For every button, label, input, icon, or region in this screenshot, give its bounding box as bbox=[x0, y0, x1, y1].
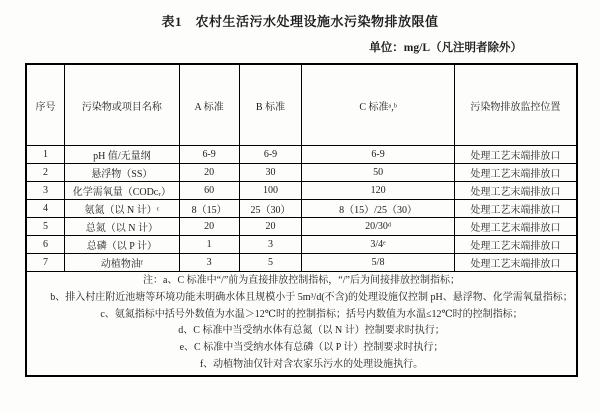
table-row bbox=[26, 164, 577, 182]
table-row bbox=[26, 200, 577, 218]
table-cell: 处理工艺末端排放口 bbox=[454, 164, 577, 182]
table-cell: 6-9 bbox=[302, 146, 454, 164]
table-cell: 5 bbox=[26, 218, 65, 236]
table-title: 表1 农村生活污水处理设施水污染物排放限值 bbox=[161, 14, 439, 29]
note-item: c、氨氮指标中括号外数值为水温＞12℃时的控制指标；括号内数值为水温≤12℃时的控制指标； bbox=[100, 308, 523, 320]
notes-label: 注： bbox=[143, 275, 164, 286]
table-cell: 8（15）/25（30） bbox=[302, 200, 454, 218]
table-cell: 4 bbox=[26, 200, 65, 218]
column-header-index: 序号 bbox=[26, 64, 65, 146]
table-row bbox=[26, 146, 577, 164]
table-cell: 3 bbox=[26, 182, 65, 200]
table-cell: 氨氮（以 N 计）ᶜ bbox=[65, 200, 180, 218]
table-row bbox=[26, 254, 577, 272]
table-cell: 总氮（以 N 计） bbox=[65, 218, 180, 236]
table-cell: 8（15） bbox=[179, 200, 239, 218]
table-cell: 化学需氧量（CODᴄᵣ） bbox=[65, 182, 180, 200]
table-cell: 120 bbox=[302, 182, 454, 200]
table-cell: 处理工艺末端排放口 bbox=[454, 236, 577, 254]
table-cell: 处理工艺末端排放口 bbox=[454, 146, 577, 164]
table-cell: 1 bbox=[26, 146, 65, 164]
table-cell: 6-9 bbox=[179, 146, 239, 164]
table-row bbox=[26, 218, 577, 236]
table-cell: 20 bbox=[239, 218, 302, 236]
table-cell: 动植物油ᶠ bbox=[65, 254, 180, 272]
table-cell: 6 bbox=[26, 236, 65, 254]
table-cell: 20 bbox=[179, 164, 239, 182]
table-cell: pH 值/无量纲 bbox=[65, 146, 180, 164]
table-cell: 悬浮物（SS） bbox=[65, 164, 180, 182]
pollutant-limits-table bbox=[25, 63, 578, 377]
table-cell: 5 bbox=[239, 254, 302, 272]
note-item: f、动植物油仅针对含农家乐污水的处理设施执行。 bbox=[199, 358, 424, 370]
table-cell: 6-9 bbox=[239, 146, 302, 164]
table-row bbox=[26, 182, 577, 200]
column-header-standard-c: C 标准ᵃ,ᵇ bbox=[302, 64, 454, 146]
header-row bbox=[26, 64, 577, 146]
table-cell: 3/4ᵉ bbox=[302, 236, 454, 254]
table-cell: 2 bbox=[26, 164, 65, 182]
table-cell: 总磷（以 P 计） bbox=[65, 236, 180, 254]
table-cell: 处理工艺末端排放口 bbox=[454, 200, 577, 218]
column-header-pollutant: 污染物或项目名称 bbox=[65, 64, 180, 146]
note-item: e、C 标准中当受纳水体有总磷（以 P 计）控制要求时执行； bbox=[179, 342, 444, 354]
table-cell: 100 bbox=[239, 182, 302, 200]
table-cell: 25（30） bbox=[239, 200, 302, 218]
table-cell: 30 bbox=[239, 164, 302, 182]
note-item: b、排入村庄附近池塘等环境功能未明确水体且规模小于 5m³/d(不含)的处理设施仅控制 pH、悬浮物、化学需氧量指标； bbox=[50, 291, 573, 303]
table-cell: 20 bbox=[179, 218, 239, 236]
table-cell: 20/30ᵈ bbox=[302, 218, 454, 236]
table-cell: 5/8 bbox=[302, 254, 454, 272]
column-header-monitor-position: 污染物排放监控位置 bbox=[454, 64, 577, 146]
notes-section bbox=[26, 272, 577, 376]
column-header-standard-b: B 标准 bbox=[239, 64, 302, 146]
table-cell: 50 bbox=[302, 164, 454, 182]
table-cell: 3 bbox=[179, 254, 239, 272]
table-row bbox=[26, 236, 577, 254]
table-cell: 3 bbox=[239, 236, 302, 254]
table-cell: 处理工艺末端排放口 bbox=[454, 182, 577, 200]
note-item: 注：a、C 标准中“/”前为直接排放控制指标，“/”后为间接排放控制指标； bbox=[143, 275, 460, 286]
notes-row bbox=[26, 272, 577, 376]
table-cell: 60 bbox=[179, 182, 239, 200]
table-cell: 处理工艺末端排放口 bbox=[454, 218, 577, 236]
table-cell: 1 bbox=[179, 236, 239, 254]
column-header-standard-a: A 标准 bbox=[179, 64, 239, 146]
note-item: d、C 标准中当受纳水体有总氮（以 N 计）控制要求时执行； bbox=[178, 325, 445, 337]
unit-note: 单位：mg/L（凡注明者除外） bbox=[369, 42, 522, 54]
table-cell: 7 bbox=[26, 254, 65, 272]
table-cell: 处理工艺末端排放口 bbox=[454, 254, 577, 272]
